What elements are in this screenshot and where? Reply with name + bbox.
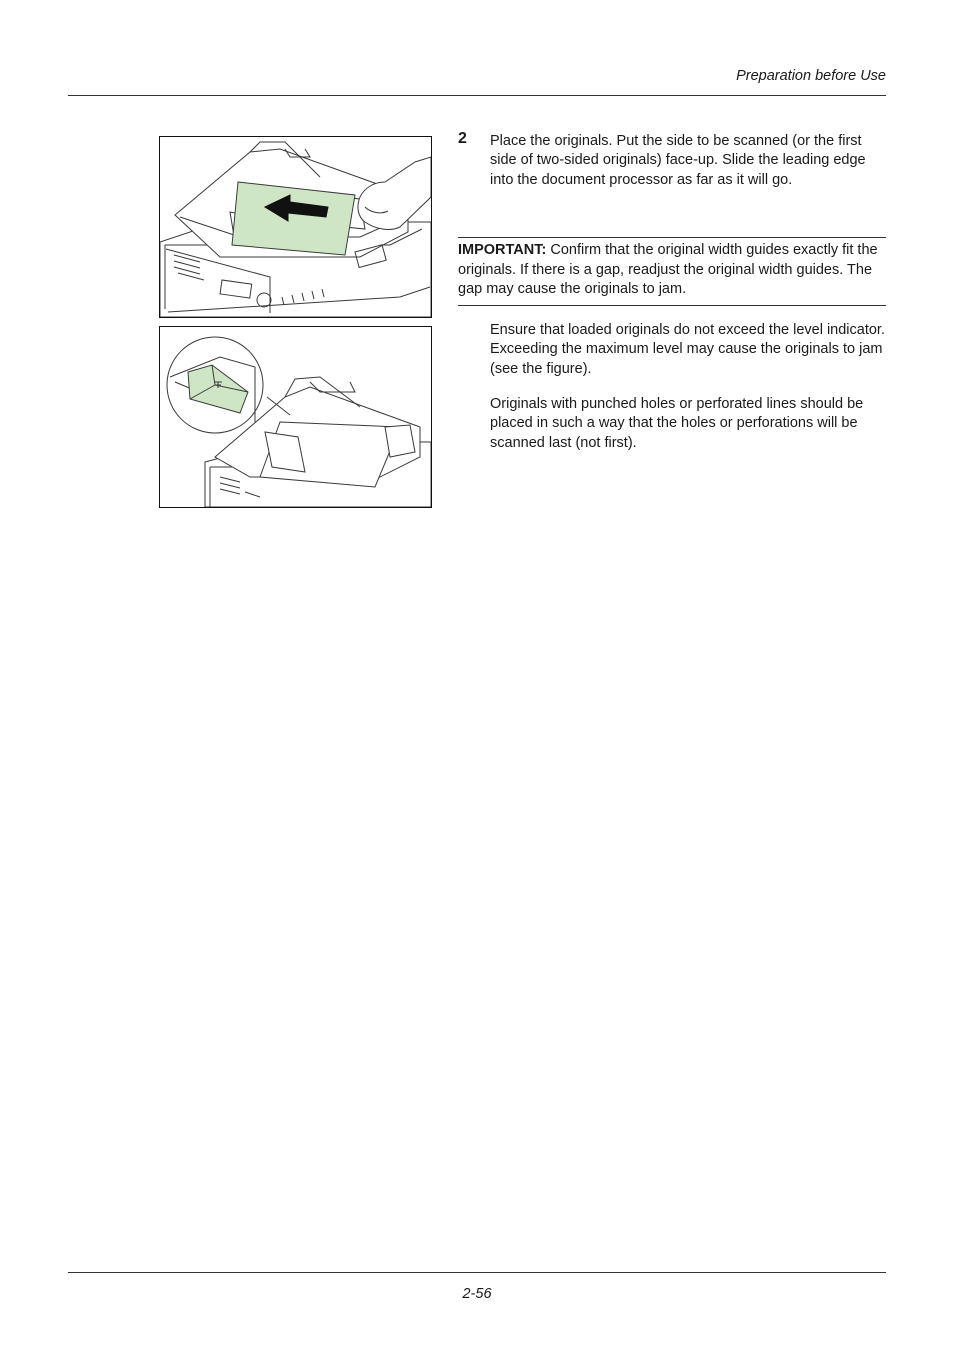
- header-rule: [68, 95, 886, 96]
- important-rule-bottom: [458, 305, 886, 306]
- figure-level-indicator: [159, 326, 432, 508]
- important-rule-top: [458, 237, 886, 238]
- page-header-title: Preparation before Use: [736, 68, 886, 84]
- punched-holes-paragraph: Originals with punched holes or perforated lines should be placed in such a way that the holes or perforations will be scanned last (not first).: [490, 396, 864, 451]
- level-indicator-paragraph: Ensure that loaded originals do not exceed the level indicator. Exceeding the maximum level may cause the originals to jam (see the figure).: [490, 322, 885, 377]
- step-instruction: Place the originals. Put the side to be scanned (or the first side of two-sided originals) face-up. Slide the leading edge into the document processor as far as it will go.: [490, 133, 866, 188]
- footer-rule: [68, 1272, 886, 1273]
- important-note: [458, 241, 886, 300]
- important-label: IMPORTANT:: [458, 242, 547, 258]
- step-number: 2: [458, 130, 467, 147]
- page-number: 2-56: [462, 1286, 492, 1302]
- figure-loading-originals: [159, 136, 432, 318]
- important-text: Confirm that the original width guides exactly fit the originals. If there is a gap, readjust the original width guides. The gap may cause the originals to jam.: [458, 242, 878, 297]
